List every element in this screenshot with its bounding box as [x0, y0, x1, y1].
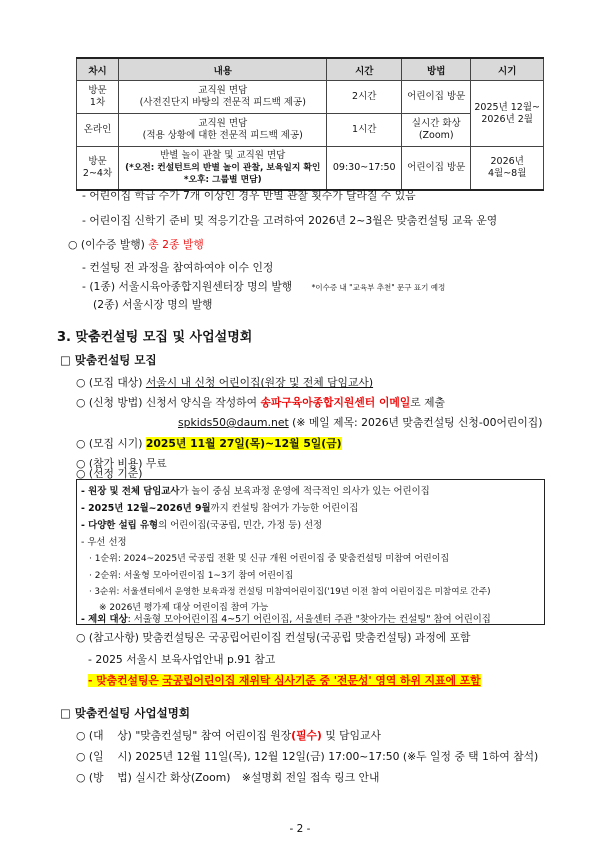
cell-time: 2시간	[327, 81, 402, 114]
briefing-title: □ 맞춤컨설팅 사업설명회	[60, 706, 190, 720]
recruit-cost: ○ (참가 비용) 무료	[76, 457, 167, 470]
criteria-exclude: - 제외 대상: 서울형 모아어린이집 4~5기 어린이집, 서울센터 주관 "찾아가는 컨설팅" 참여 어린이집	[81, 614, 491, 625]
ref-heading: ○ (참고사항) 맞춤컨설팅은 국공립어린이집 컨설팅(국공립 맞춤컨설팅) 과정에 포함	[76, 631, 471, 644]
cert-count: 총 2종 발행	[148, 238, 204, 251]
recruit-method: ○ (신청 방법) 신청서 양식을 작성하여 송파구육아종합지원센터 이메일로 제출	[76, 396, 445, 409]
recruit-title: □ 맞춤컨설팅 모집	[60, 353, 157, 367]
cert-item-2: - (1종) 서울시육아종합지원센터장 명의 발행 *이수증 내 "교육부 추천" 문구 표기 예정	[82, 280, 446, 293]
cell-period: 2026년 4월~8월	[471, 147, 544, 191]
table-header-row	[77, 58, 544, 81]
cell-session: 방문 1차	[77, 81, 119, 114]
criteria-1: - 원장 및 전체 담임교사가 놀이 중심 보육과정 운영에 적극적인 의사가 있는 어린이집	[81, 486, 430, 497]
ref-item-1: - 2025 서울시 보육사업안내 p.91 참고	[88, 653, 276, 666]
header-period: 시기	[471, 58, 544, 81]
recruit-target: ○ (모집 대상) 서울시 내 신청 어린이집(원장 및 전체 담임교사)	[76, 376, 374, 389]
recruit-email-line: spkids50@daum.net (※ 메일 제목: 2026년 맞춤컨설팅 신청-00어린이집)	[178, 416, 543, 429]
cell-time: 1시간	[327, 114, 402, 147]
section-3-title: 3. 맞춤컨설팅 모집 및 사업설명회	[57, 330, 253, 345]
criteria-3: - 다양한 설립 유형의 어린이집(국공립, 민간, 가정 등) 선정	[81, 520, 323, 531]
cell-method: 어린이집 방문	[402, 147, 471, 191]
cert-heading: ○ (이수증 발행) 총 2종 발행	[68, 238, 204, 251]
priority-3: · 3순위: 서울센터에서 운영한 보육과정 컨설팅 미참여어린이집('19년 이전 참여 어린이집은 미참여로 간주)	[89, 587, 491, 597]
schedule-table	[76, 57, 544, 191]
recruit-period: ○ (모집 시기) 2025년 11월 27일(목)~12월 5일(금)	[76, 437, 342, 450]
briefing-method: ○ (방 법) 실시간 화상(Zoom) ※설명회 전일 접속 링크 안내	[76, 771, 380, 784]
header-session: 차시	[77, 58, 119, 81]
briefing-target: ○ (대 상) "맞춤컨설팅" 참여 어린이집 원장(필수) 및 담임교사	[76, 729, 381, 742]
cell-method: 실시간 화상 (Zoom)	[402, 114, 471, 147]
table-row	[77, 147, 544, 191]
header-method: 방법	[402, 58, 471, 81]
cert-item-2-note: *이수증 내 "교육부 추천" 문구 표기 예정	[311, 283, 446, 292]
email-link[interactable]: spkids50@daum.net	[178, 416, 289, 429]
note-class-count: - 어린이집 학급 수가 7개 이상인 경우 반별 관찰 횟수가 달라질 수 있음	[82, 189, 416, 202]
note-semester: - 어린이집 신학기 준비 및 적응기간을 고려하여 2026년 2~3월은 맞춤컨설팅 교육 운영	[82, 214, 498, 227]
cert-item-3: (2종) 서울시장 명의 발행	[93, 298, 213, 311]
cell-content: 반별 놀이 관찰 및 교직원 면담 (*오전: 컨설턴트의 반별 놀이 관찰, 보육일지 확인 *오후: 그룹별 면담)	[119, 147, 327, 191]
priority-2: · 2순위: 서울형 모아어린이집 1~3기 참여 어린이집	[89, 571, 294, 581]
cell-time: 09:30~17:50	[327, 147, 402, 191]
cell-content: 교직원 면담 (적용 상황에 대한 전문적 피드백 제공)	[119, 114, 327, 147]
criteria-2: - 2025년 12월~2026년 9월까지 컨설팅 참여가 가능한 어린이집	[81, 503, 359, 514]
page-number: - 2 -	[289, 823, 311, 835]
cell-period-merged: 2025년 12월~ 2026년 2월	[471, 81, 544, 147]
table-row	[77, 81, 544, 114]
criteria-4: - 우선 선정	[81, 537, 127, 548]
criteria-heading: ○ (선정 기준)	[76, 467, 143, 480]
criteria-box	[76, 479, 545, 625]
cell-session: 온라인	[77, 114, 119, 147]
cert-item-1: - 컨설팅 전 과정을 참여하여야 이수 인정	[82, 261, 274, 274]
briefing-date: ○ (일 시) 2025년 12월 11일(목), 12월 12일(금) 17:00~17:50 (※두 일정 중 택 1하여 참석)	[76, 750, 539, 763]
cell-content: 교직원 면담 (사전진단지 바탕의 전문적 피드백 제공)	[119, 81, 327, 114]
header-content: 내용	[119, 58, 327, 81]
ref-item-2: - 맞춤컨설팅은 국공립어린이집 재위탁 심사기준 중 '전문성' 영역 하위 지표에 포함	[88, 674, 481, 687]
priority-1: · 1순위: 2024~2025년 국공립 전환 및 신규 개원 어린이집 중 맞춤컨설팅 미참여 어린이집	[89, 554, 450, 564]
header-time: 시간	[327, 58, 402, 81]
priority-note: ※ 2026년 평가제 대상 어린이집 참여 가능	[99, 603, 269, 613]
cell-method: 어린이집 방문	[402, 81, 471, 114]
cell-session: 방문 2~4차	[77, 147, 119, 191]
